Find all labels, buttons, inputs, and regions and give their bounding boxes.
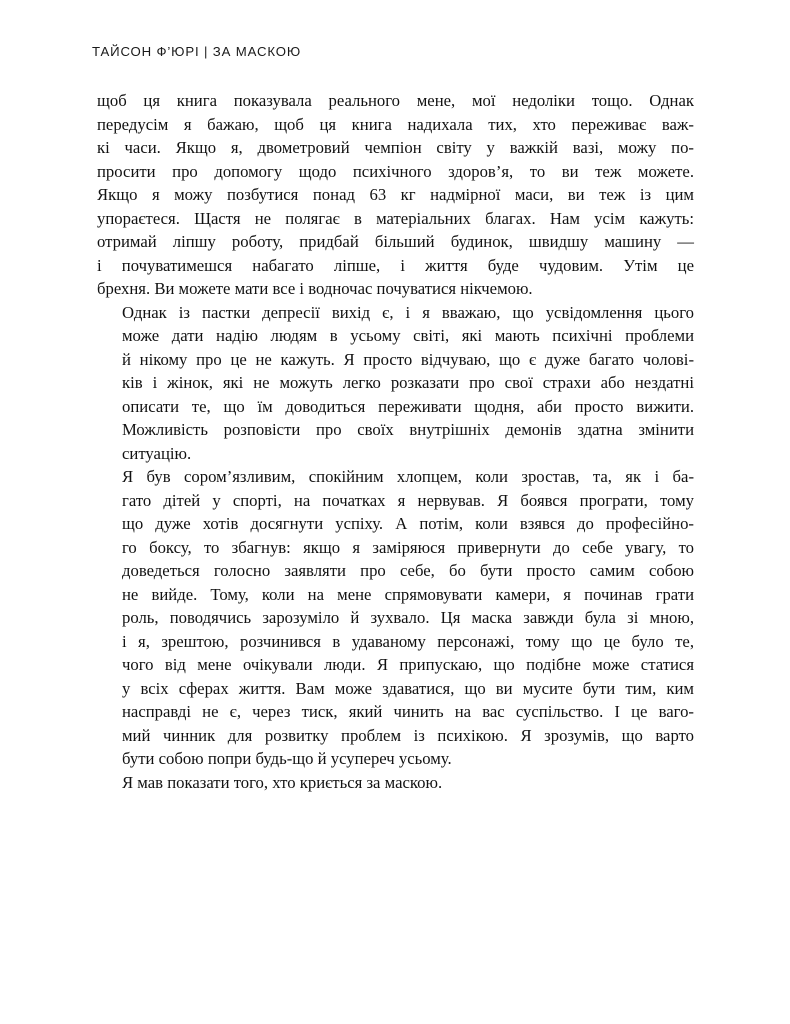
text-line: може дати надію людям в усьому світі, які мають психічні проблеми (122, 326, 694, 345)
text-line: у всіх сферах життя. Вам може здаватися, що ви мусите бути тим, ким (122, 678, 694, 698)
paragraph (97, 771, 694, 795)
text-line: Однак із пастки депресії вихід є, і я вважаю, що усвідомлення цього (122, 302, 694, 322)
text-line: насправді не є, через тиск, який чинить на вас суспільство. І це ваго- (122, 702, 694, 721)
text-line: і почуватимешся набагато ліпше, і життя буде чудовим. Утім це (97, 255, 694, 275)
paragraph (97, 301, 694, 466)
text-line: Можливість розповісти про своїх внутрішніх демонів здатна змінити (122, 420, 694, 439)
text-line: ситуацію. (122, 443, 192, 463)
text-line: щоб ця книга показувала реального мене, мої недоліки тощо. Однак (97, 91, 694, 110)
text-line: упораєтеся. Щастя не полягає в матеріальних благах. Нам усім кажуть: (97, 208, 694, 228)
text-line: Якщо я можу позбутися понад 63 кг надмірної маси, ви теж із цим (97, 185, 694, 204)
paragraph (97, 89, 694, 301)
text-line: гато дітей у спорті, на початках я нервував. Я боявся програти, тому (122, 490, 694, 510)
text-line: і я, зрештою, розчинився в удаваному персонажі, тому що це було те, (122, 631, 694, 651)
text-line: описати те, що їм доводиться переживати щодня, аби просто вижити. (122, 396, 694, 416)
text-line: мий чинник для розвитку проблем із психікою. Я зрозумів, що варто (122, 725, 694, 745)
text-line: доведеться голосно заявляти про себе, бо бути просто самим собою (122, 561, 694, 580)
text-line: го боксу, то збагнув: якщо я заміряюся привернути до себе увагу, то (122, 537, 694, 557)
text-line: просити про допомогу щодо психічного здоров’я, то ви теж можете. (97, 161, 694, 181)
text-line: брехня. Ви можете мати все і водночас почуватися нікчемою. (97, 279, 533, 298)
text-line: кі часи. Якщо я, двометровий чемпіон світу у важкій вазі, можу по- (97, 138, 694, 157)
text-line: не вийде. Тому, коли на мене спрямовувати камери, я починав грати (122, 584, 694, 604)
paragraph (97, 465, 694, 771)
text-line: чого від мене очікували люди. Я припускаю, що подібне може статися (122, 655, 694, 674)
text-line: Я був сором’язливим, спокійним хлопцем, коли зростав, та, як і ба- (122, 467, 694, 486)
text-line: що дуже хотів досягнути успіху. А потім, коли взявся до професійно- (122, 514, 694, 533)
running-head: ТАЙСОН Ф’ЮРІ | ЗА МАСКОЮ (92, 44, 302, 59)
text-line: отримай ліпшу роботу, придбай більший будинок, швидшу машину — (97, 232, 694, 251)
body-text-block (97, 89, 694, 794)
text-line: передусім я бажаю, щоб ця книга надихала тих, хто переживає важ- (97, 114, 694, 134)
text-line: ків і жінок, які не можуть легко розказати про свої страхи або нездатні (122, 373, 694, 392)
text-line: роль, поводячись зарозуміло й зухвало. Ця маска завжди була зі мною, (122, 608, 694, 627)
text-line: й нікому про це не кажуть. Я просто відчуваю, що є дуже багато чолові- (122, 349, 694, 369)
text-line: бути собою попри будь-що й усупереч усьому. (122, 749, 452, 768)
text-line: Я мав показати того, хто криється за маскою. (122, 772, 443, 792)
